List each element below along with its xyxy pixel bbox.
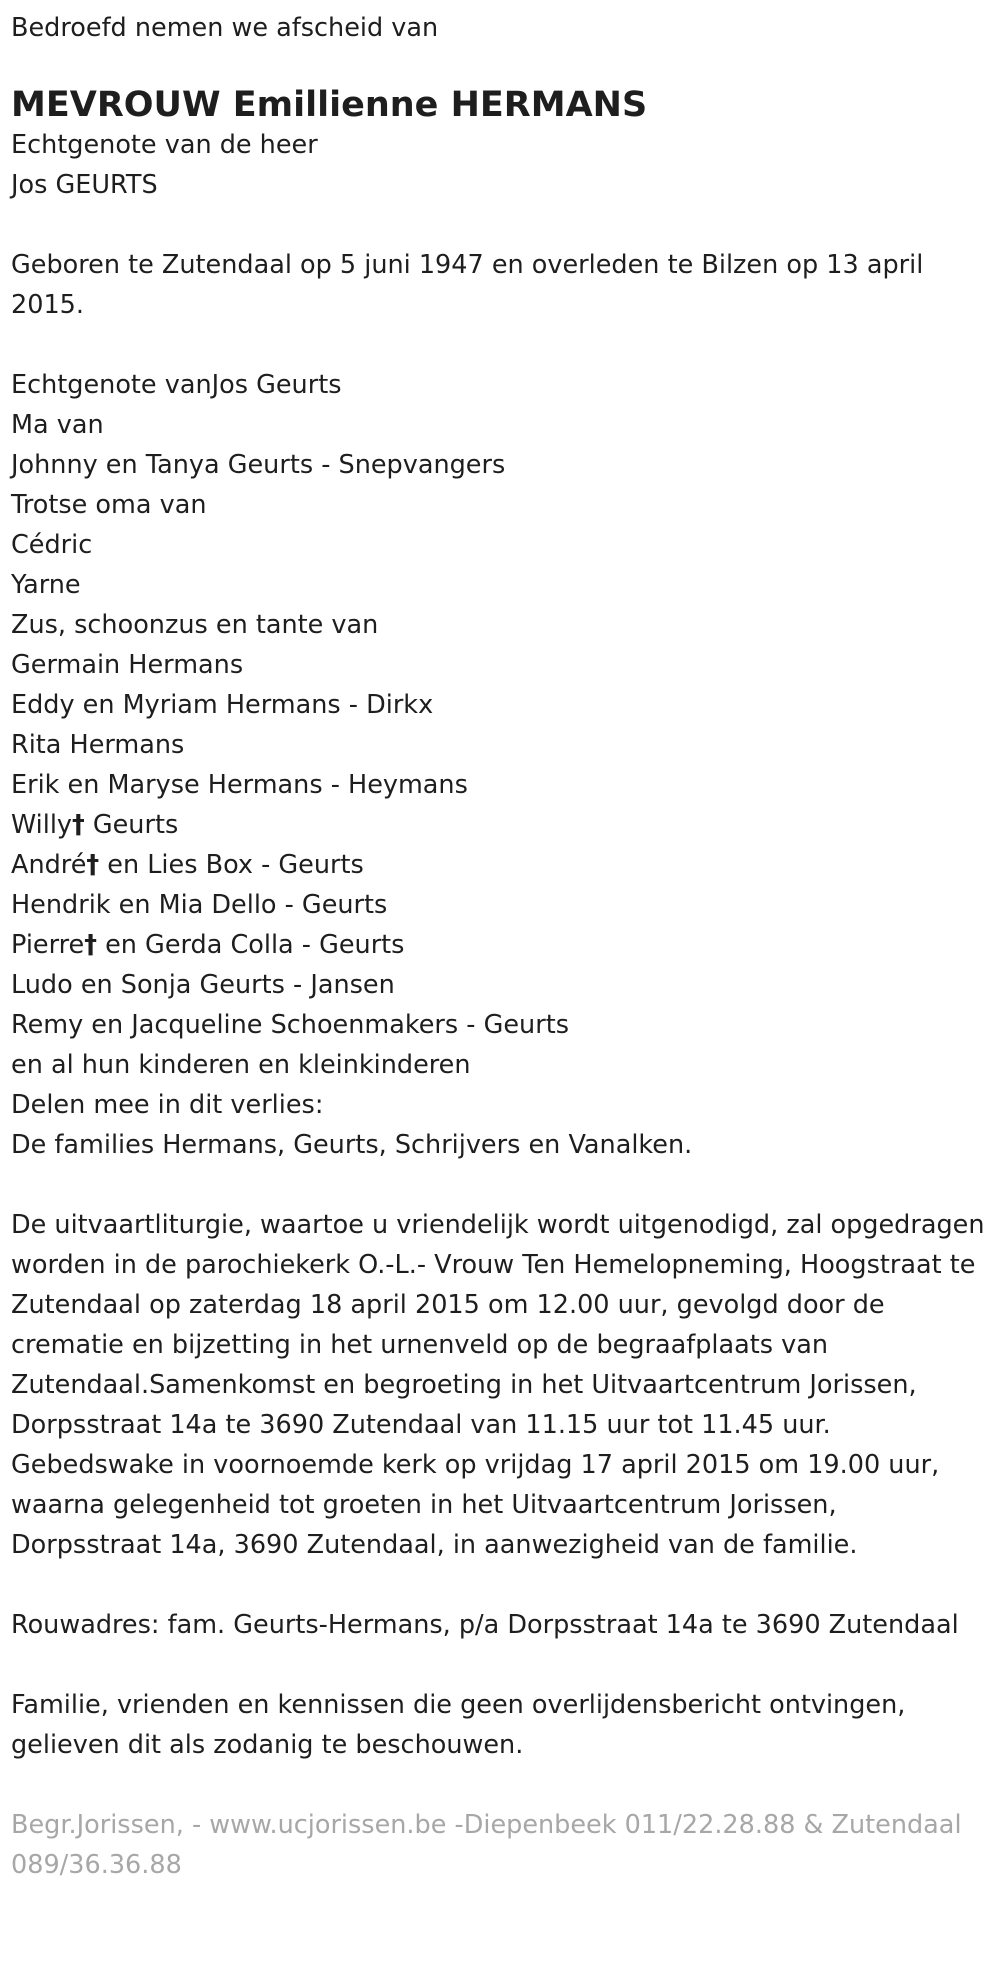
family-line-deceased — [11, 805, 989, 845]
family-line: Trotse oma van — [11, 490, 207, 520]
cross-icon: † — [72, 810, 85, 840]
deceased-name: MEVROUW Emillienne HERMANS — [11, 85, 648, 125]
spacer — [11, 325, 989, 365]
family-name: Pierre — [11, 930, 85, 960]
funeral-text: De uitvaartliturgie, waartoe u vriendelijk wordt uitgenodigd, zal opgedragen worden in de parochiekerk O.-L.- Vrouw Ten Hemelopneming, Hoogstraat te Zutendaal op zaterdag 18 april 2015 om 12.00 uur, gevolgd door de crematie en bijzetting in het urnenveld op de begraafplaats van Zutendaal.Samenkomst en begroeting in het Uitvaartcentrum Jorissen, Dorpsstraat 14a te 3690 Zutendaal van 11.15 uur tot 11.45 uur. — [11, 1210, 985, 1440]
spouse-line-1: Echtgenote van de heer — [11, 130, 318, 160]
family-line: Germain Hermans — [11, 650, 244, 680]
spacer — [11, 1645, 989, 1685]
family-line: Ludo en Sonja Geurts - Jansen — [11, 970, 395, 1000]
family-line: Cédric — [11, 530, 93, 560]
family-line: Echtgenote vanJos Geurts — [11, 370, 342, 400]
cross-icon: † — [86, 850, 100, 880]
spacer — [11, 1765, 989, 1805]
cross-icon: † — [84, 930, 97, 960]
spacer — [11, 1165, 989, 1205]
footer-text: Begr.Jorissen, - www.ucjorissen.be -Diepenbeek 011/22.28.88 & Zutendaal 089/36.36.88 — [11, 1810, 962, 1880]
family-line: Johnny en Tanya Geurts - Snepvangers — [11, 450, 506, 480]
family-name: Willy — [11, 810, 72, 840]
intro-text: Bedroefd nemen we afscheid van — [11, 13, 439, 43]
family-name: Geurts — [84, 810, 179, 840]
family-line: Eddy en Myriam Hermans - Dirkx — [11, 690, 434, 720]
family-line: De families Hermans, Geurts, Schrijvers en Vanalken. — [11, 1130, 693, 1160]
spacer — [11, 1565, 989, 1605]
notice-text: Familie, vrienden en kennissen die geen overlijdensbericht ontvingen, gelieven dit als zodanig te beschouwen. — [11, 1690, 906, 1760]
family-name: en Gerda Colla - Geurts — [97, 930, 405, 960]
family-line: Ma van — [11, 410, 104, 440]
family-line-deceased — [11, 925, 989, 965]
spacer — [11, 48, 989, 85]
family-line: Hendrik en Mia Dello - Geurts — [11, 890, 388, 920]
family-line: Delen mee in dit verlies: — [11, 1090, 324, 1120]
wake-text: Gebedswake in voornoemde kerk op vrijdag 17 april 2015 om 19.00 uur, waarna gelegenheid tot groeten in het Uitvaartcentrum Jorissen, Dorpsstraat 14a, 3690 Zutendaal, in aanwezigheid van de familie. — [11, 1450, 940, 1560]
family-line: Remy en Jacqueline Schoenmakers - Geurts — [11, 1010, 569, 1040]
spacer — [11, 205, 989, 245]
family-line-deceased — [11, 845, 989, 885]
family-line: Zus, schoonzus en tante van — [11, 610, 379, 640]
family-line: Erik en Maryse Hermans - Heymans — [11, 770, 468, 800]
family-line: Rita Hermans — [11, 730, 185, 760]
birth-death-text: Geboren te Zutendaal op 5 juni 1947 en overleden te Bilzen op 13 april 2015. — [11, 250, 924, 320]
family-line: Yarne — [11, 570, 81, 600]
spouse-line-2: Jos GEURTS — [11, 170, 158, 200]
family-line: en al hun kinderen en kleinkinderen — [11, 1050, 471, 1080]
obituary-page — [11, 8, 989, 1885]
family-name: en Lies Box - Geurts — [99, 850, 364, 880]
family-list — [11, 365, 989, 1165]
family-name: André — [11, 850, 87, 880]
address-text: Rouwadres: fam. Geurts-Hermans, p/a Dorpsstraat 14a te 3690 Zutendaal — [11, 1610, 959, 1640]
